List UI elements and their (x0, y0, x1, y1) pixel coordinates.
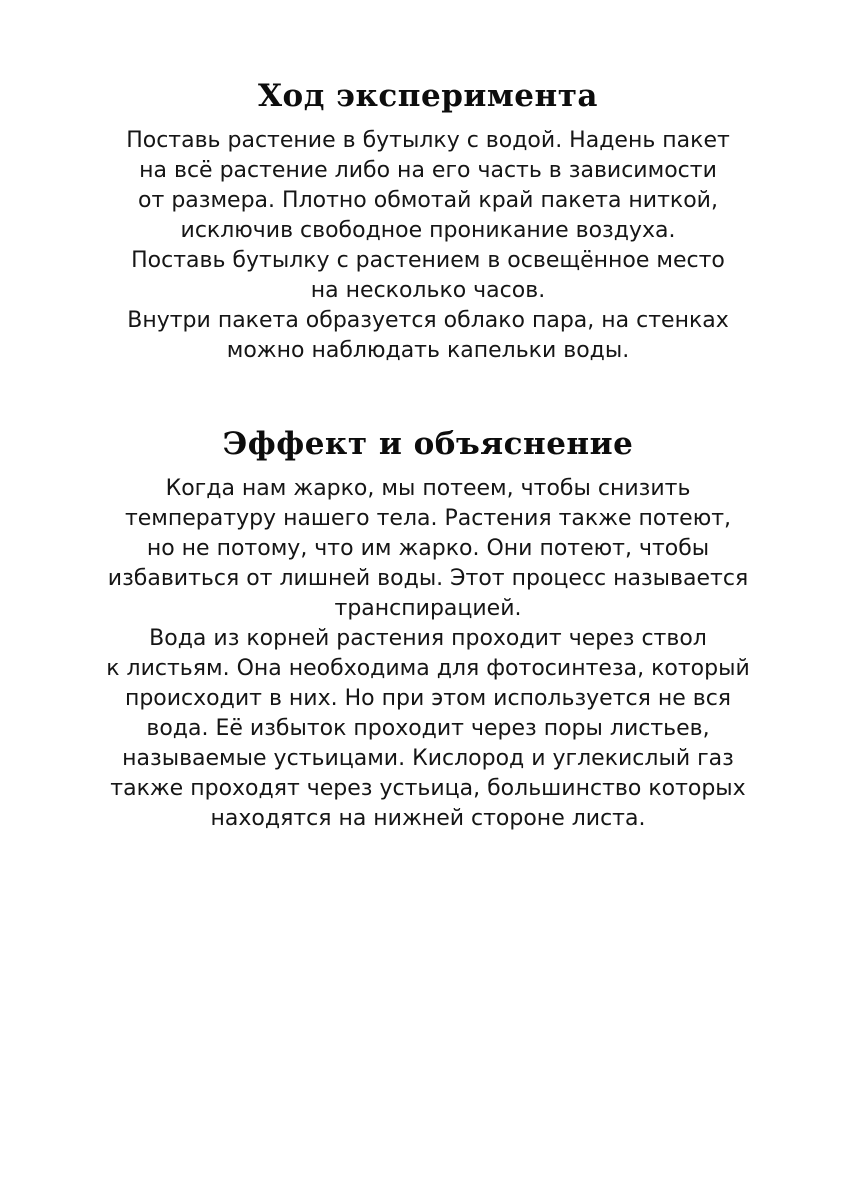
text-line: от размера. Плотно обмотай край пакета ниткой, (138, 188, 718, 213)
text-line: называемые устьицами. Кислород и углекислый газ (122, 746, 734, 771)
text-line: избавиться от лишней воды. Этот процесс называется (107, 566, 749, 591)
section-body (40, 474, 816, 834)
text-line: Когда нам жарко, мы потеем, чтобы снизить (165, 476, 691, 501)
text-line: вода. Её избыток проходит через поры листьев, (146, 716, 710, 741)
text-line: находятся на нижней стороне листа. (210, 806, 646, 831)
text-line: происходит в них. Но при этом используется не вся (124, 686, 732, 711)
text-line: к листьям. Она необходима для фотосинтеза, который (106, 656, 750, 681)
text-line: на всё растение либо на его часть в зависимости (139, 158, 717, 183)
text-line: Вода из корней растения проходит через ствол (149, 626, 707, 651)
text-line: также проходят через устьица, большинство которых (110, 776, 746, 801)
text-line: Поставь растение в бутылку с водой. Надень пакет (126, 128, 730, 153)
text-line: транспирацией. (334, 596, 522, 621)
text-line: Поставь бутылку с растением в освещённое место (131, 248, 725, 273)
section-heading: Ход эксперимента (257, 78, 599, 114)
text-line: на несколько часов. (310, 278, 546, 303)
section-heading: Эффект и объяснение (222, 426, 634, 462)
section-body (40, 126, 816, 366)
text-line: исключив свободное проникание воздуха. (180, 218, 676, 243)
experiment-procedure-section (40, 72, 816, 366)
effect-explanation-section (40, 420, 816, 834)
text-line: температуру нашего тела. Растения также потеют, (124, 506, 732, 531)
text-line: но не потому, что им жарко. Они потеют, чтобы (146, 536, 710, 561)
text-line: можно наблюдать капельки воды. (226, 338, 630, 363)
text-line: Внутри пакета образуется облако пара, на стенках (127, 308, 729, 333)
